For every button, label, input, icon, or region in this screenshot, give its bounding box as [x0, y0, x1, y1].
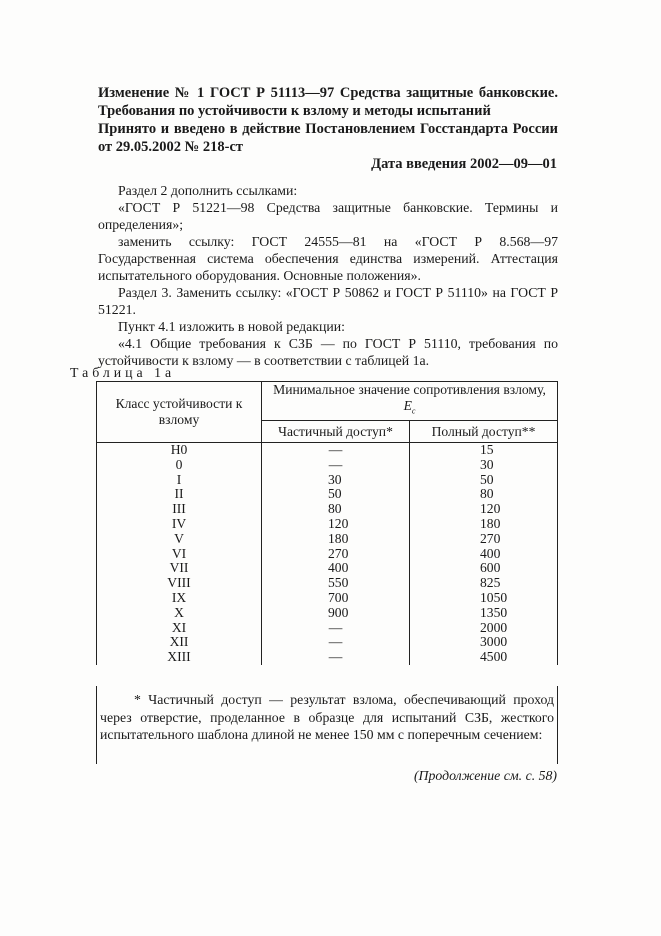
- table-row: [97, 473, 558, 488]
- table-row: [97, 443, 558, 458]
- cell-partial: 180: [262, 532, 410, 547]
- cell-class: III: [97, 502, 262, 517]
- cell-partial: 30: [262, 473, 410, 488]
- cell-class: IV: [97, 517, 262, 532]
- cell-class: IX: [97, 591, 262, 606]
- continuation-note: (Продолжение см. с. 58): [413, 768, 557, 783]
- cell-full: 15: [410, 443, 558, 458]
- table-row: [97, 621, 558, 636]
- cell-partial: 400: [262, 561, 410, 576]
- table-row: [97, 635, 558, 650]
- cell-partial: 700: [262, 591, 410, 606]
- paragraph: Пункт 4.1 изложить в новой редакции:: [118, 319, 345, 334]
- cell-full: 1350: [410, 606, 558, 621]
- header-min-label: Минимальное значение сопротивления взлому,: [273, 382, 546, 398]
- header-min-resistance: [262, 382, 558, 421]
- cell-full: 600: [410, 561, 558, 576]
- cell-full: 2000: [410, 621, 558, 636]
- cell-full: 4500: [410, 650, 558, 665]
- cell-full: 3000: [410, 635, 558, 650]
- table-row: [97, 591, 558, 606]
- cell-partial: 50: [262, 487, 410, 502]
- table-row: [97, 606, 558, 621]
- amendment-body: [98, 182, 558, 369]
- cell-class: II: [97, 487, 262, 502]
- cell-class: 0: [97, 458, 262, 473]
- cell-partial: —: [262, 621, 410, 636]
- cell-partial: 80: [262, 502, 410, 517]
- resistance-table: [96, 381, 558, 665]
- cell-full: 180: [410, 517, 558, 532]
- cell-class: VI: [97, 547, 262, 562]
- paragraph: заменить ссылку: ГОСТ 24555—81 на «ГОСТ Р 8.568—97 Государственная система обеспечения единства измерений. Аттестация испытательного оборудования. Основные положения».: [98, 234, 558, 283]
- table-caption: Таблица 1а: [70, 365, 176, 380]
- ec-symbol: $E_c$: [403, 398, 416, 416]
- cell-class: V: [97, 532, 262, 547]
- paragraph: Раздел 2 дополнить ссылками:: [118, 183, 298, 198]
- cell-partial: 900: [262, 606, 410, 621]
- cell-full: 270: [410, 532, 558, 547]
- cell-full: 825: [410, 576, 558, 591]
- table-row: [97, 576, 558, 591]
- table-row: [97, 561, 558, 576]
- table-row: [97, 532, 558, 547]
- cell-partial: 120: [262, 517, 410, 532]
- paragraph: «ГОСТ Р 51221—98 Средства защитные банковские. Термины и определения»;: [98, 200, 558, 232]
- cell-partial: —: [262, 443, 410, 458]
- cell-full: 50: [410, 473, 558, 488]
- cell-class: X: [97, 606, 262, 621]
- cell-partial: 550: [262, 576, 410, 591]
- cell-full: 30: [410, 458, 558, 473]
- header-partial-access: Частичный доступ*: [262, 421, 410, 443]
- cell-partial: —: [262, 635, 410, 650]
- cell-class: XI: [97, 621, 262, 636]
- header-full-access: Полный доступ**: [410, 421, 558, 443]
- cell-full: 1050: [410, 591, 558, 606]
- cell-partial: 270: [262, 547, 410, 562]
- table-row: [97, 547, 558, 562]
- table-row: [97, 517, 558, 532]
- table-row: [97, 650, 558, 665]
- amendment-title: Изменение № 1 ГОСТ Р 51113—97 Средства защитные банковские. Требования по устойчивости к взлому и методы испытаний: [98, 85, 558, 119]
- header-class: Класс устойчивости к взлому: [97, 382, 262, 443]
- cell-class: I: [97, 473, 262, 488]
- table-row: [97, 458, 558, 473]
- cell-partial: —: [262, 650, 410, 665]
- table-row: [97, 502, 558, 517]
- table-row: [97, 487, 558, 502]
- cell-class: Н0: [97, 443, 262, 458]
- cell-partial: —: [262, 458, 410, 473]
- cell-full: 80: [410, 487, 558, 502]
- effective-date: Дата введения 2002—09—01: [371, 156, 557, 172]
- cell-class: XIII: [97, 650, 262, 665]
- paragraph: «4.1 Общие требования к СЗБ — по ГОСТ Р 51110, требования по устойчивости к взлому — в соответствии с таблицей 1а.: [98, 336, 558, 368]
- table-footnote-box: [96, 686, 558, 764]
- cell-full: 400: [410, 547, 558, 562]
- cell-class: VIII: [97, 576, 262, 591]
- table-footnote: * Частичный доступ — результат взлома, обеспечивающий проход через отверстие, проделанное в образце для испытаний СЗБ, жесткого испытательного шаблона длиной не менее 150 мм с поперечным сечением:: [100, 692, 554, 742]
- adoption-note: Принято и введено в действие Постановлением Госстандарта России от 29.05.2002 № 218-ст: [98, 121, 558, 155]
- paragraph: Раздел 3. Заменить ссылку: «ГОСТ Р 50862 и ГОСТ Р 51110» на ГОСТ Р 51221.: [98, 285, 558, 317]
- cell-class: XII: [97, 635, 262, 650]
- cell-full: 120: [410, 502, 558, 517]
- cell-class: VII: [97, 561, 262, 576]
